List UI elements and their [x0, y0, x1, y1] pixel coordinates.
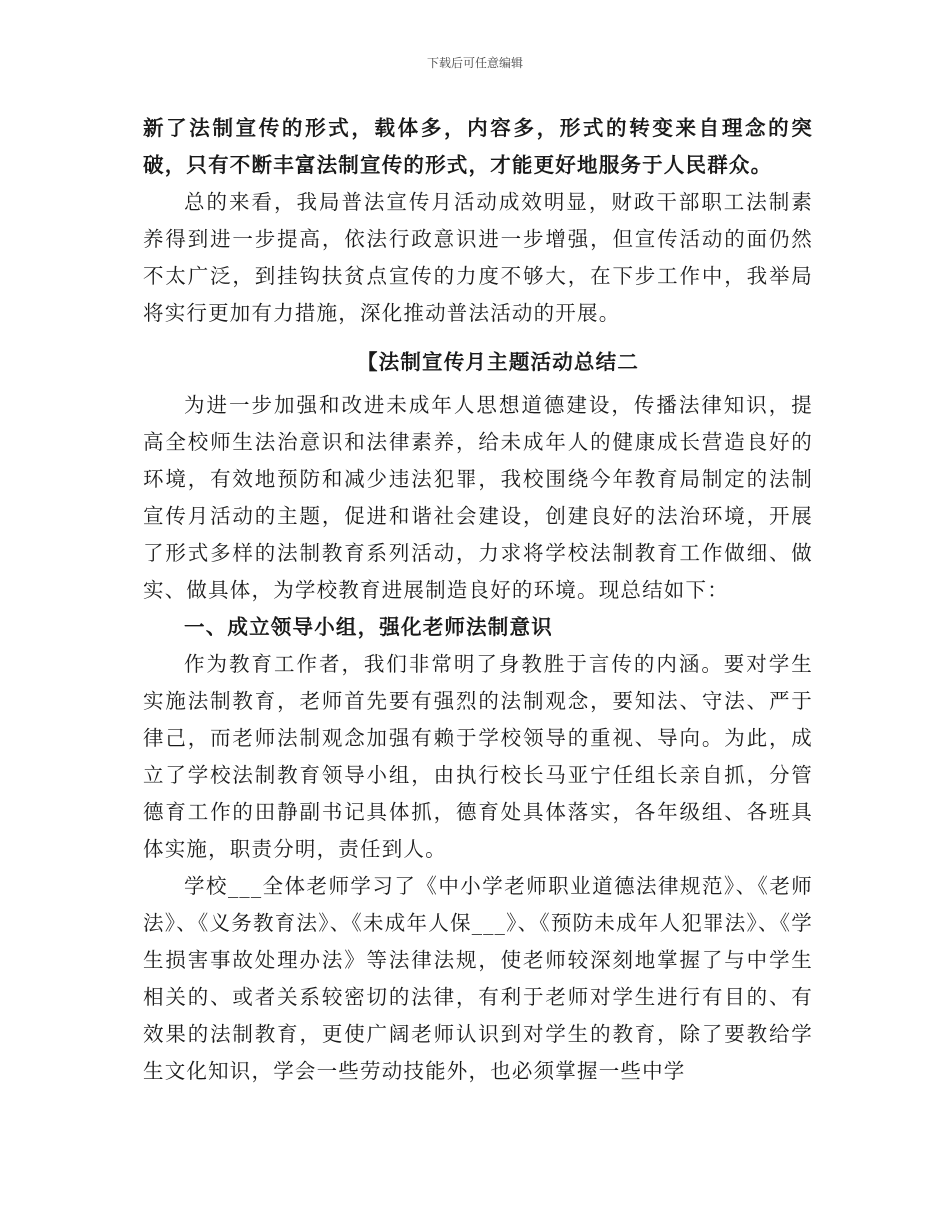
page-header-note: 下载后可任意编辑 [426, 56, 523, 70]
document-body [143, 110, 813, 1090]
subheading-leadership: 一、成立领导小组，强化老师法制意识 [184, 615, 553, 639]
intro-paragraph: 为进一步加强和改进未成年人思想道德建设，传播法律知识，提高全校师生法治意识和法律素养，给未成年人的健康成长营造良好的环境，有效地预防和减少违法犯罪，我校围绕今年教育局制定的法制宣传月活动的主题，促进和谐社会建设，创建良好的法治环境，开展了形式多样的法制教育系列活动，力求将学校法制教育工作做细、做实、做具体，为学校教育进展制造良好的环境。现总结如下： [143, 393, 813, 602]
leadership-paragraph: 作为教育工作者，我们非常明了身教胜于言传的内涵。要对学生实施法制教育，老师首先要有强烈的法制观念，要知法、守法、严于律己，而老师法制观念加强有赖于学校领导的重视、导向。为此，成立了学校法制教育领导小组，由执行校长马亚宁任组长亲自抓，分管德育工作的田静副书记具体抓，德育处具体落实，各年级组、各班具体实施，职责分明，责任到人。 [143, 652, 813, 861]
summary-paragraph: 总的来看，我局普法宣传月活动成效明显，财政干部职工法制素养得到进一步提高，依法行政意识进一步增强，但宣传活动的面仍然不太广泛，到挂钩扶贫点宣传的力度不够大，在下步工作中，我举局将实行更加有力措施，深化推动普法活动的开展。 [143, 190, 813, 325]
study-paragraph: 学校___全体老师学习了《中小学老师职业道德法律规范》、《老师法》、《义务教育法》、《未成年人保___》、《预防未成年人犯罪法》、《学生损害事故处理办法》等法律法规，使老师较深刻地掌握了与中学生相关的、或者关系较密切的法律，有利于老师对学生进行有目的、有效果的法制教育，更使广阔老师认识到对学生的教育，除了要教给学生文化知识，学会一些劳动技能外，也必须掌握一些中学 [143, 874, 813, 1083]
intro-bold-paragraph: 新了法制宣传的形式，载体多，内容多，形式的转变来自理念的突破，只有不断丰富法制宣传的形式，才能更好地服务于人民群众。 [143, 116, 813, 177]
section-title: 【法制宣传月主题活动总结二 [356, 350, 640, 374]
